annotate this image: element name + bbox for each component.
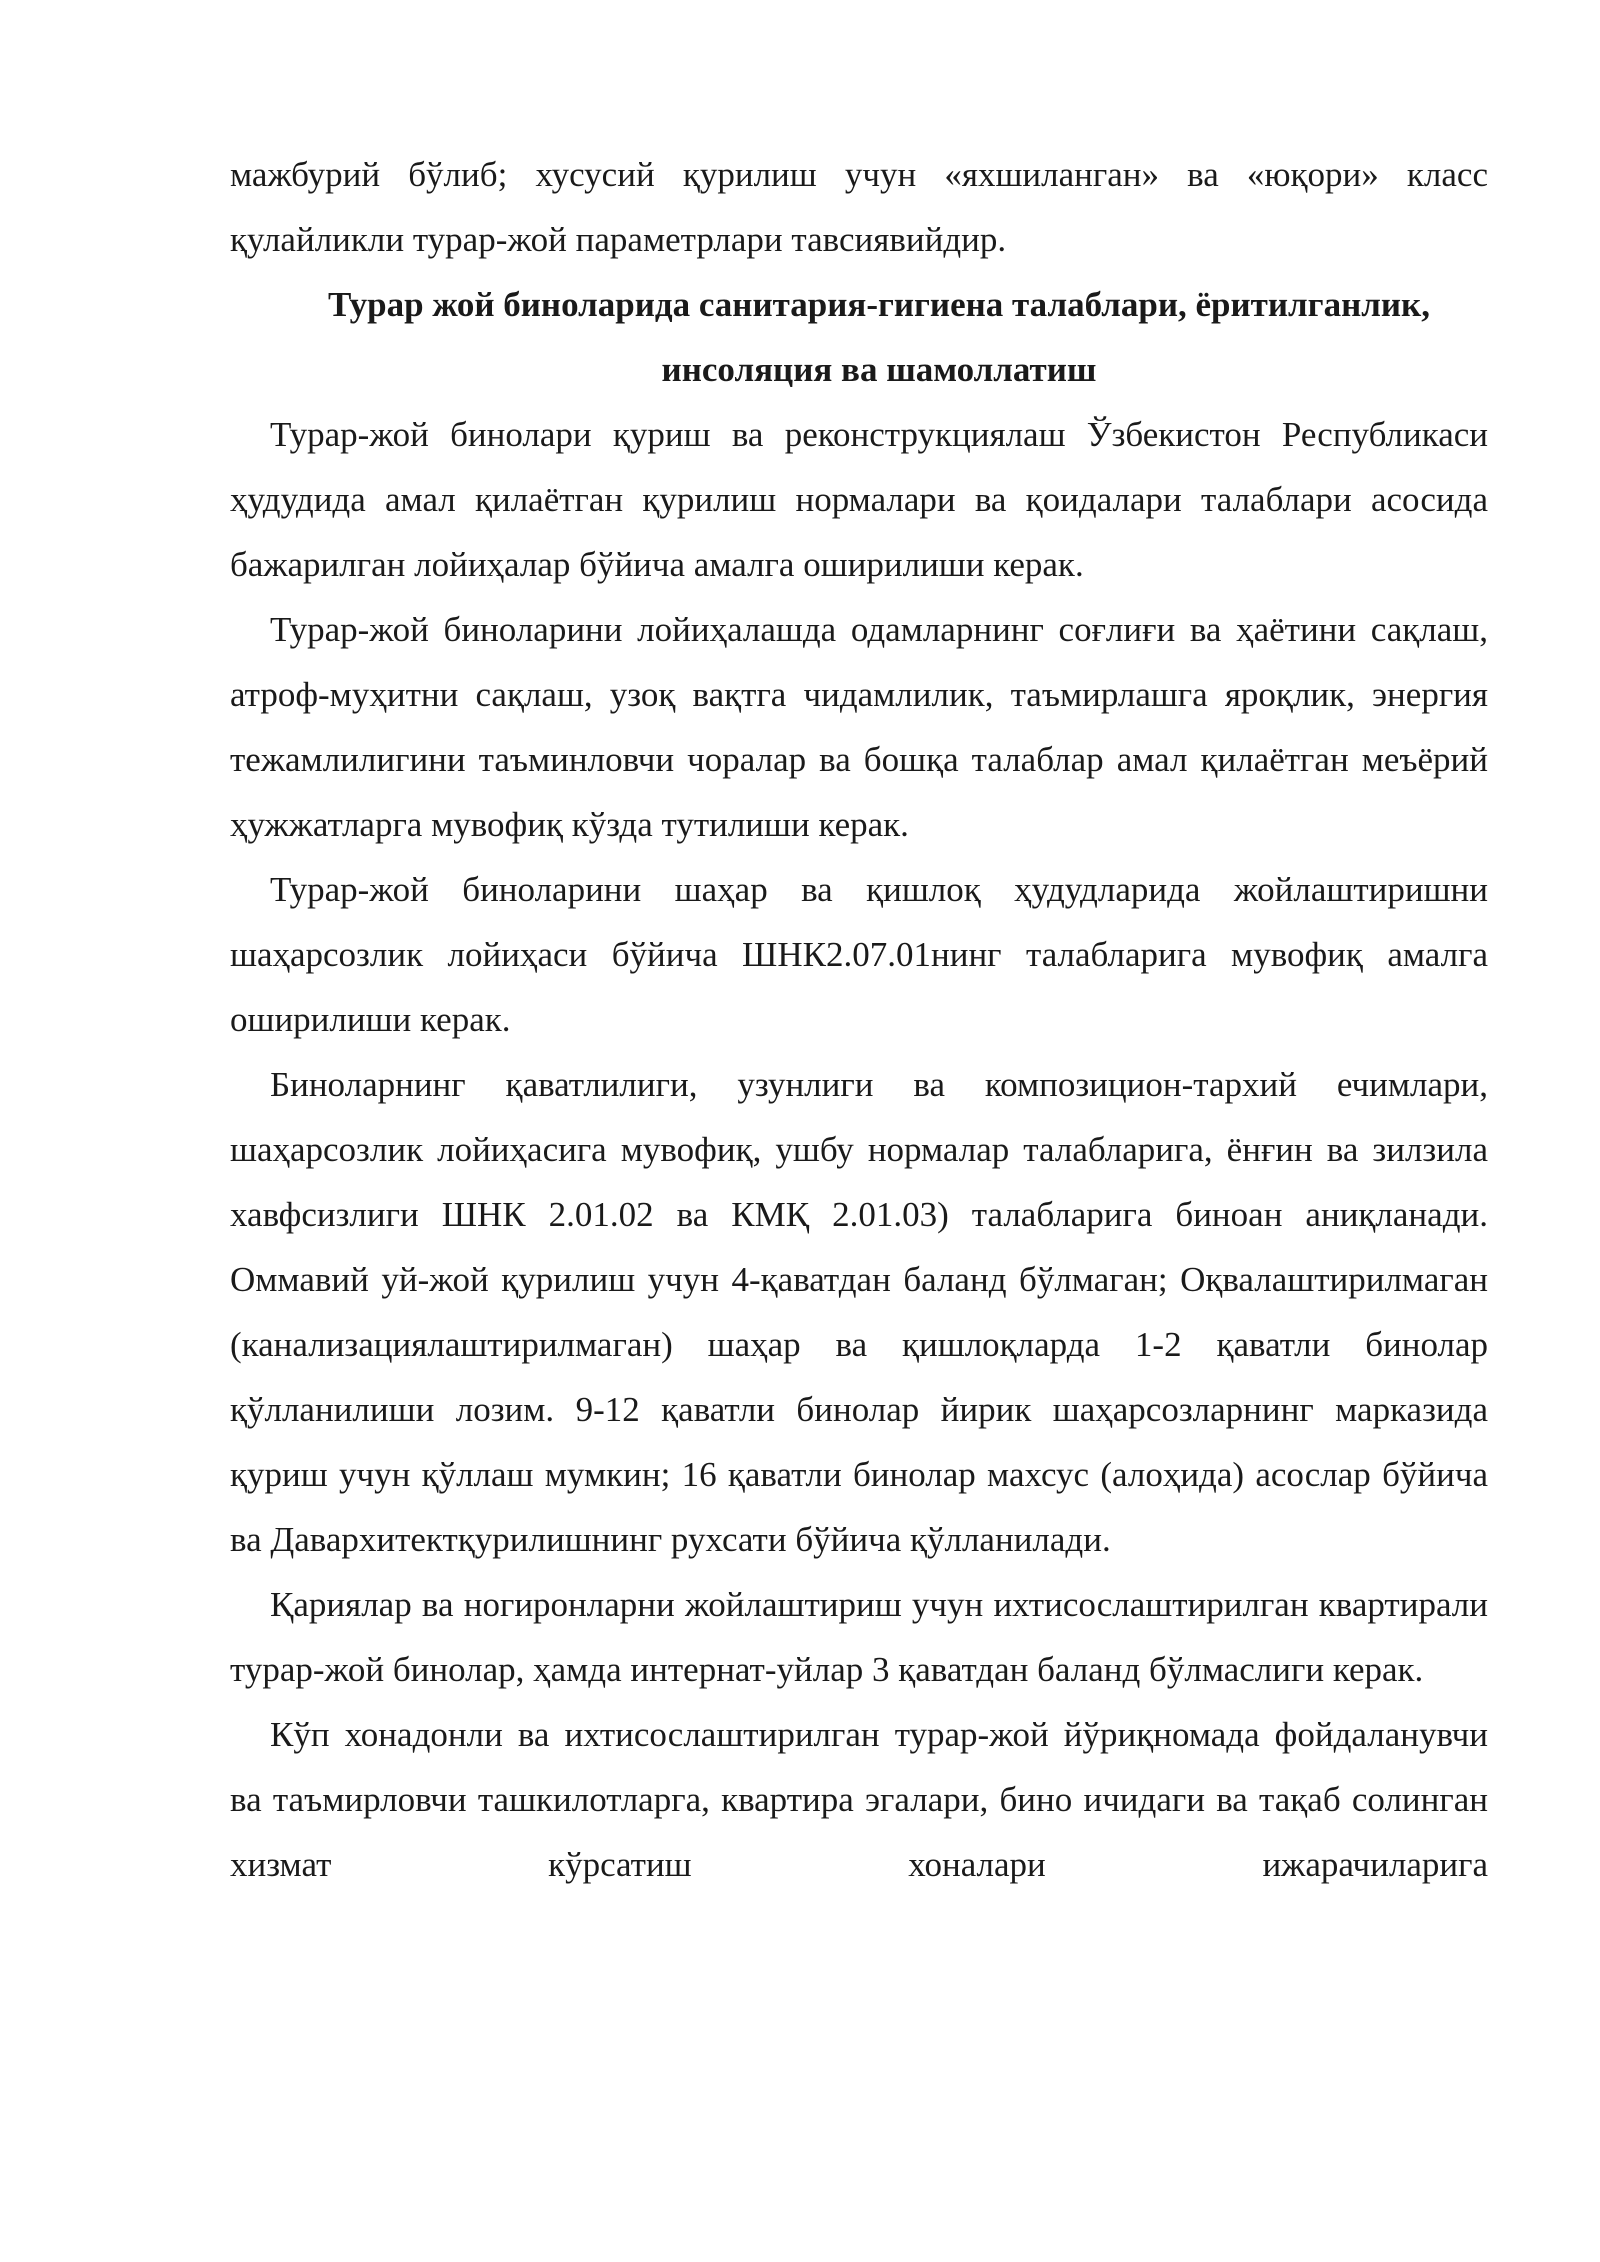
paragraph-1: Турар-жой бинолари қуриш ва реконструкциялаш Ўзбекистон Республикаси ҳудудида амал қилаётган қурилиш нормалари ва қоидалари талаблари асосида бажарилган лойиҳалар бўйича амалга оширилиши керак. <box>230 415 1488 584</box>
paragraph-4: Биноларнинг қаватлилиги, узунлиги ва композицион-тархий ечимлари, шаҳарсозлик лойиҳасига мувофиқ, ушбу нормалар талабларига, ёнғин ва зилзила хавфсизлиги ШНК 2.01.02 ва КМҚ 2.01.03) талабларига биноан аниқланади. Оммавий уй-жой қурилиш учун 4-қаватдан баланд бўлмаган; Оқвалаштирилмаган (канализациялаштирилмаган) шаҳар ва қишлоқларда 1-2 қаватли бинолар қўлланилиши лозим. 9-12 қаватли бинолар йирик шаҳарсозларнинг марказида қуриш учун қўллаш мумкин; 16 қаватли бинолар махсус (алоҳида) асослар бўйича ва Давархитектқурилишнинг рухсати бўйича қўлланилади. <box>230 1065 1488 1559</box>
section-heading: Турар жой биноларида санитария-гигиена талаблари, ёритилганлик, инсоляция ва шамоллатиш <box>328 285 1430 389</box>
paragraph-3: Турар-жой биноларини шаҳар ва қишлоқ ҳудудларида жойлаштиришни шаҳарсозлик лойиҳаси бўйича ШНК2.07.01нинг талабларига мувофиқ амалга оширилиши керак. <box>230 870 1488 1039</box>
continuation-paragraph: мажбурий бўлиб; хусусий қурилиш учун «яхшиланган» ва «юқори» класс қулайликли турар-жой параметрлари тавсиявийдир. <box>230 155 1488 259</box>
paragraph-2: Турар-жой биноларини лойиҳалашда одамларнинг соғлиғи ва ҳаётини сақлаш, атроф-муҳитни сақлаш, узоқ вақтга чидамлилик, таъмирлашга яроқлик, энергия тежамлилигини таъминловчи чоралар ва бошқа талаблар амал қилаётган меъёрий ҳужжатларга мувофиқ кўзда тутилиши керак. <box>230 610 1488 844</box>
paragraph-6: Кўп хонадонли ва ихтисослаштирилган турар-жой йўриқномада фойдаланувчи ва таъмирловчи ташкилотларга, квартира эгалари, бино ичидаги ва тақаб солинган хизмат кўрсатиш хоналари ижарачиларига <box>230 1715 1488 1884</box>
document-page <box>230 142 1488 1897</box>
paragraph-5: Қариялар ва ногиронларни жойлаштириш учун ихтисослаштирилган квартирали турар-жой бинолар, ҳамда интернат-уйлар 3 қаватдан баланд бўлмаслиги керак. <box>230 1585 1488 1689</box>
